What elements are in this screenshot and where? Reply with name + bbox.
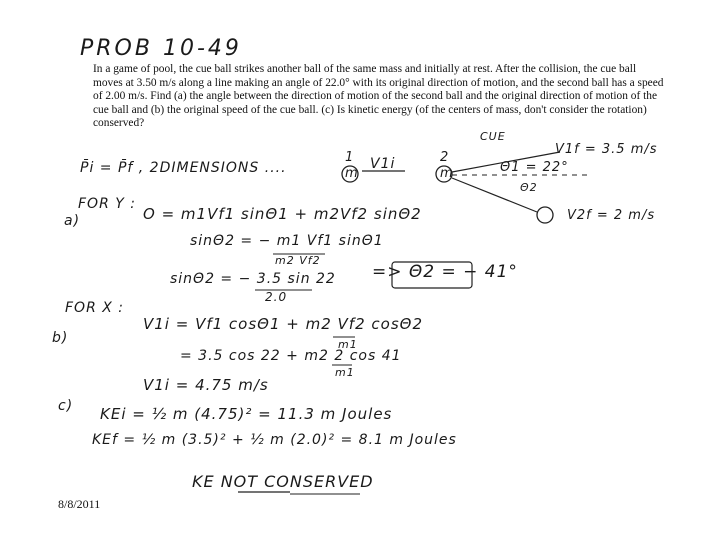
- ball2-after-circle: [537, 207, 553, 223]
- diagram-v2f: V2f = 2 m/s: [567, 208, 656, 223]
- ball1-circle: [342, 166, 358, 182]
- ball2-circle: [436, 166, 452, 182]
- slide-date: 8/8/2011: [58, 497, 101, 511]
- problem-title: PROB 10-49: [80, 36, 242, 61]
- equation-v1i-result: V1i = 4.75 m/s: [143, 376, 269, 394]
- equation-v1i-denominator: m1: [335, 366, 355, 379]
- momentum-line: P̄i = P̄f , 2DIMENSIONS ....: [80, 160, 287, 176]
- equation-ke-initial: KEi = ½ m (4.75)² = 11.3 m Joules: [100, 405, 393, 423]
- equation-numeric-denominator: 2.0: [265, 290, 288, 304]
- equation-sin-theta2: sinΘ2 = − m1 Vf1 sinΘ1: [190, 233, 384, 249]
- diagram-cue-label: CUE: [480, 130, 506, 143]
- part-a-label: a): [64, 213, 81, 229]
- diagram-label-2: 2: [440, 150, 450, 165]
- diagram-ball2-mass: m: [440, 166, 454, 181]
- equation-y-momentum: O = m1Vf1 sinΘ1 + m2Vf2 sinΘ2: [143, 205, 422, 223]
- diagram-theta2: Θ2: [520, 181, 538, 194]
- diagram-label-1: 1: [345, 150, 355, 165]
- equation-sin-theta2-denominator: m2 Vf2: [275, 254, 321, 267]
- equation-v1i-numeric: = 3.5 cos 22 + m2 2 cos 41: [180, 348, 402, 364]
- equation-sin-theta2-numeric: sinΘ2 = − 3.5 sin 22: [170, 271, 336, 287]
- equation-x-momentum: V1i = Vf1 cosΘ1 + m2 Vf2 cosΘ2: [143, 315, 423, 333]
- part-b-label: b): [52, 330, 69, 346]
- conclusion: KE NOT CONSERVED: [192, 472, 374, 491]
- cue-trajectory: [452, 152, 560, 172]
- for-x-label: FOR X :: [65, 300, 125, 316]
- result-theta2: => Θ2 = − 41°: [372, 262, 518, 282]
- diagram-v1i: V1i: [370, 156, 396, 172]
- for-y-label: FOR Y :: [78, 196, 136, 212]
- diagram-theta1: Θ1 = 22°: [500, 160, 569, 175]
- diagram-ball1-mass: m: [345, 166, 359, 181]
- ball2-trajectory: [452, 178, 537, 212]
- result-box: [392, 262, 472, 288]
- equation-x-momentum-denominator: m1: [338, 338, 358, 351]
- problem-statement: In a game of pool, the cue ball strikes another ball of the same mass and initially at rest. After the collision, the cue ball moves at 3.50 m/s along a line making an angle of 22.0° with its original direction of motion, and the second ball has a speed of 2.00 m/s. Find (a) the angle between the direction of motion of the second ball and the original direction of motion of the cue ball and (b) the original speed of the cue ball. (c) Is kinetic energy (of the centers of mass, don't consider the rotation) conserved?: [93, 63, 664, 130]
- part-c-label: c): [58, 398, 74, 414]
- equation-ke-final: KEf = ½ m (3.5)² + ½ m (2.0)² = 8.1 m Joules: [92, 432, 457, 448]
- diagram-v1f: V1f = 3.5 m/s: [555, 142, 658, 157]
